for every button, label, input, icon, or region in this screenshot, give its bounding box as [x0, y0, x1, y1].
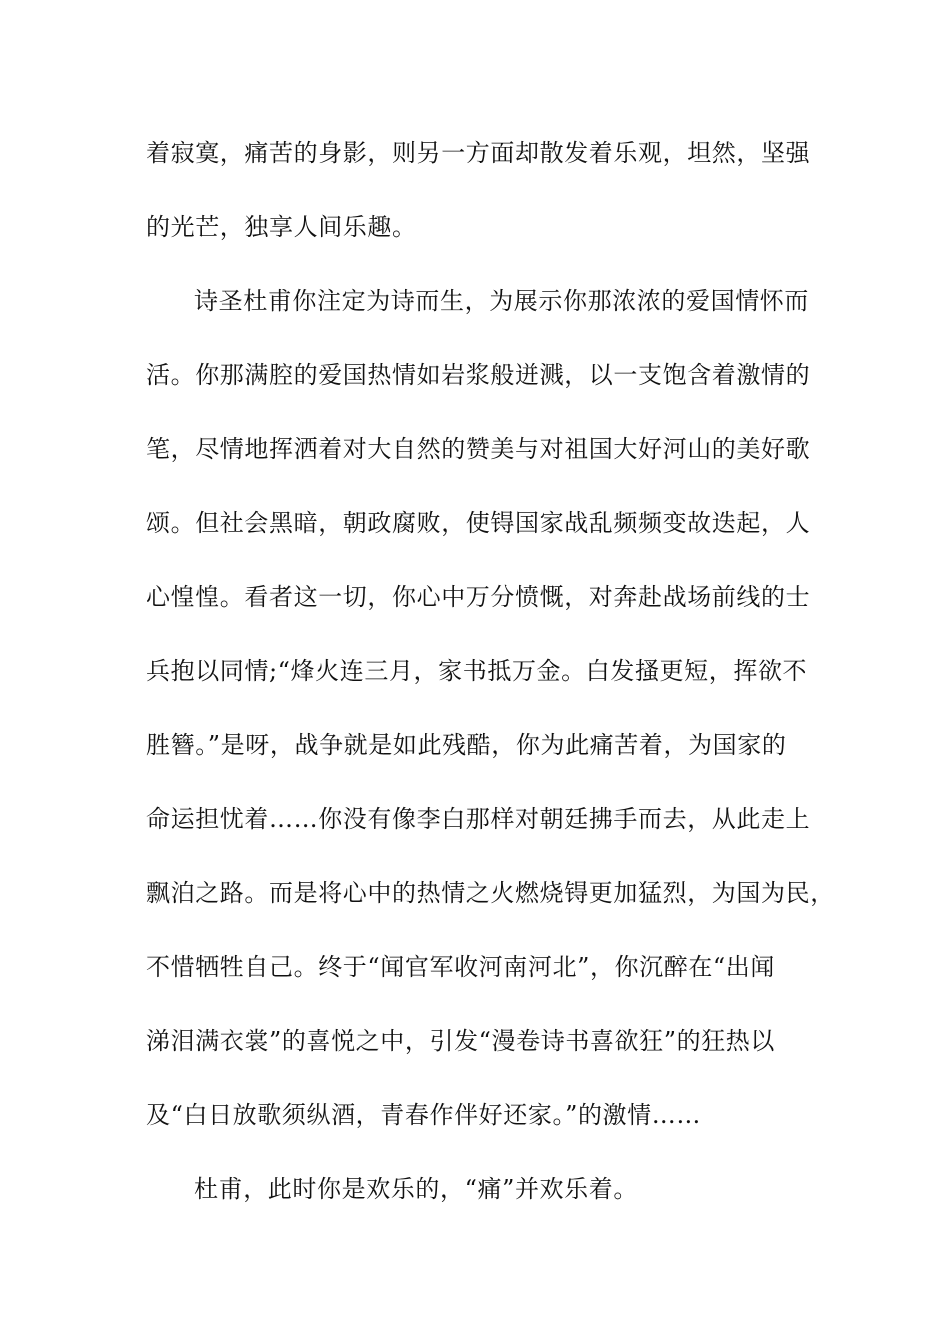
text-line: 不惜牺牲自己。终于“闻官军收河南河北”，你沉醉在“出闻	[146, 953, 776, 981]
text-line: 笔，尽情地挥洒着对大自然的赞美与对祖国大好河山的美好歌	[146, 435, 811, 463]
text-line: 及“白日放歌须纵酒，青春作伴好还家。”的激情……	[146, 1101, 701, 1129]
text-line: 心惶惶。看者这一切，你心中万分愤慨，对奔赴战场前线的士	[146, 583, 811, 611]
document-text-body	[146, 126, 835, 1236]
text-line: 命运担忧着……你没有像李白那样对朝廷拂手而去，从此走上	[146, 805, 811, 833]
text-line: 胜簪。”是呀，战争就是如此残酷，你为此痛苦着，为国家的	[146, 731, 787, 759]
text-line: 的光芒，独享人间乐趣。	[146, 213, 417, 241]
text-line: 活。你那满腔的爱国热情如岩浆般迸溅，以一支饱含着激情的	[146, 361, 811, 389]
text-line: 涕泪满衣裳”的喜悦之中，引发“漫卷诗书喜欲狂”的狂热以	[146, 1027, 776, 1055]
text-line: 颂。但社会黑暗，朝政腐败，使锝国家战乱频频变故迭起，人	[146, 509, 811, 537]
text-line: 兵抱以同情;“烽火连三月，家书抵万金。白发搔更短，挥欲不	[146, 657, 808, 685]
text-line: 飘泊之路。而是将心中的热情之火燃烧锝更加猛烈，为国为民，	[146, 879, 835, 907]
text-line: 着寂寞，痛苦的身影，则另一方面却散发着乐观，坦然，坚强	[146, 139, 811, 167]
paragraph-first-line: 诗圣杜甫你注定为诗而生，为展示你那浓浓的爱国情怀而	[194, 287, 809, 315]
paragraph-first-line: 杜甫，此时你是欢乐的，“痛”并欢乐着。	[194, 1175, 638, 1203]
